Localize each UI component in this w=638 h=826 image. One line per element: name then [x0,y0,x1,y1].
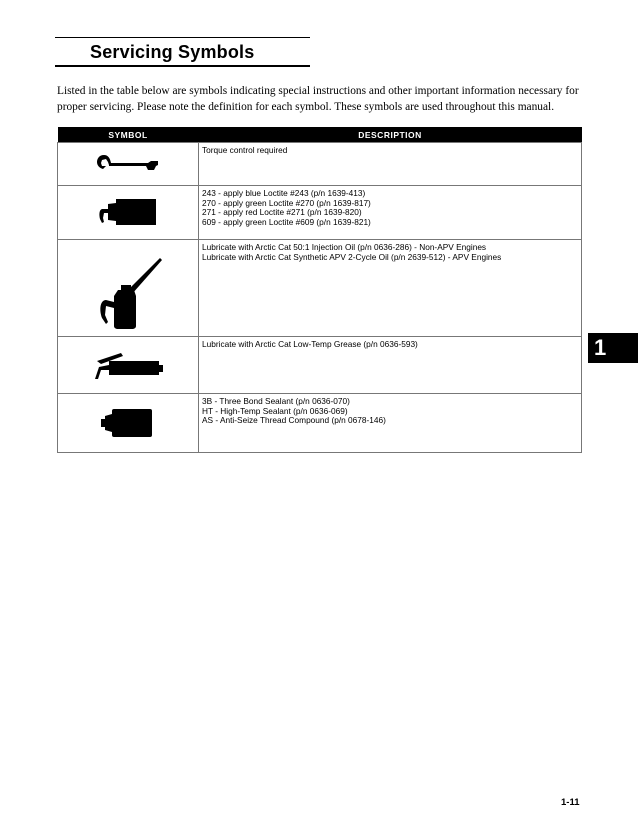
description-line: AS - Anti-Seize Thread Compound (p/n 0678-146) [202,415,386,426]
symbols-table [57,127,582,453]
table-row [58,394,582,453]
column-header-symbol: SYMBOL [58,127,199,143]
section-tab: 1 [588,333,638,363]
table-header-row [58,127,582,143]
description-line: 243 - apply blue Loctite #243 (p/n 1639-413) [202,188,366,198]
intro-paragraph: Listed in the table below are symbols indicating special instructions and other important information necessary for proper servicing. Please note the definition for each symbol. These symbols are used throughout this manual. [57,85,579,113]
symbol-cell [58,337,199,394]
description-line: HT - High-Temp Sealant (p/n 0636-069) [202,405,348,416]
table-row [58,337,582,394]
table-row [58,240,582,337]
column-header-description: DESCRIPTION [199,127,582,143]
description-line: Lubricate with Arctic Cat Synthetic APV 2-Cycle Oil (p/n 2639-512) - APV Engines [202,251,502,262]
page-title: Servicing Symbols [90,42,255,62]
page-number: 1-11 [561,797,580,808]
description-line: 271 - apply red Loctite #271 (p/n 1639-820) [202,207,362,218]
oil-can-icon [88,252,168,330]
title-rule-bottom [55,65,310,67]
description-cell [199,240,582,337]
description-line: 270 - apply green Loctite #270 (p/n 1639-817) [202,197,371,208]
description-line: 609 - apply green Loctite #609 (p/n 1639-821) [202,216,371,227]
symbol-cell [58,394,199,453]
loctite-bottle-icon [96,193,160,233]
description-cell [199,394,582,453]
table-row [58,143,582,186]
description-cell [199,143,582,186]
description-line: Lubricate with Arctic Cat 50:1 Injection Oil (p/n 0636-286) - Non-APV Engines [202,242,487,252]
table-row [58,186,582,240]
description-cell [199,186,582,240]
description-line: Torque control required [202,145,288,155]
sealant-tube-icon [98,406,158,440]
description-cell [199,337,582,394]
description-line: 3B - Three Bond Sealant (p/n 0636-070) [202,396,350,406]
grease-gun-icon [91,347,165,383]
symbol-cell [58,240,199,337]
symbol-cell [58,143,199,186]
title-rule-top [55,37,310,38]
wrench-icon [96,151,160,177]
description-line: Lubricate with Arctic Cat Low-Temp Grease (p/n 0636-593) [202,339,418,349]
symbol-cell [58,186,199,240]
